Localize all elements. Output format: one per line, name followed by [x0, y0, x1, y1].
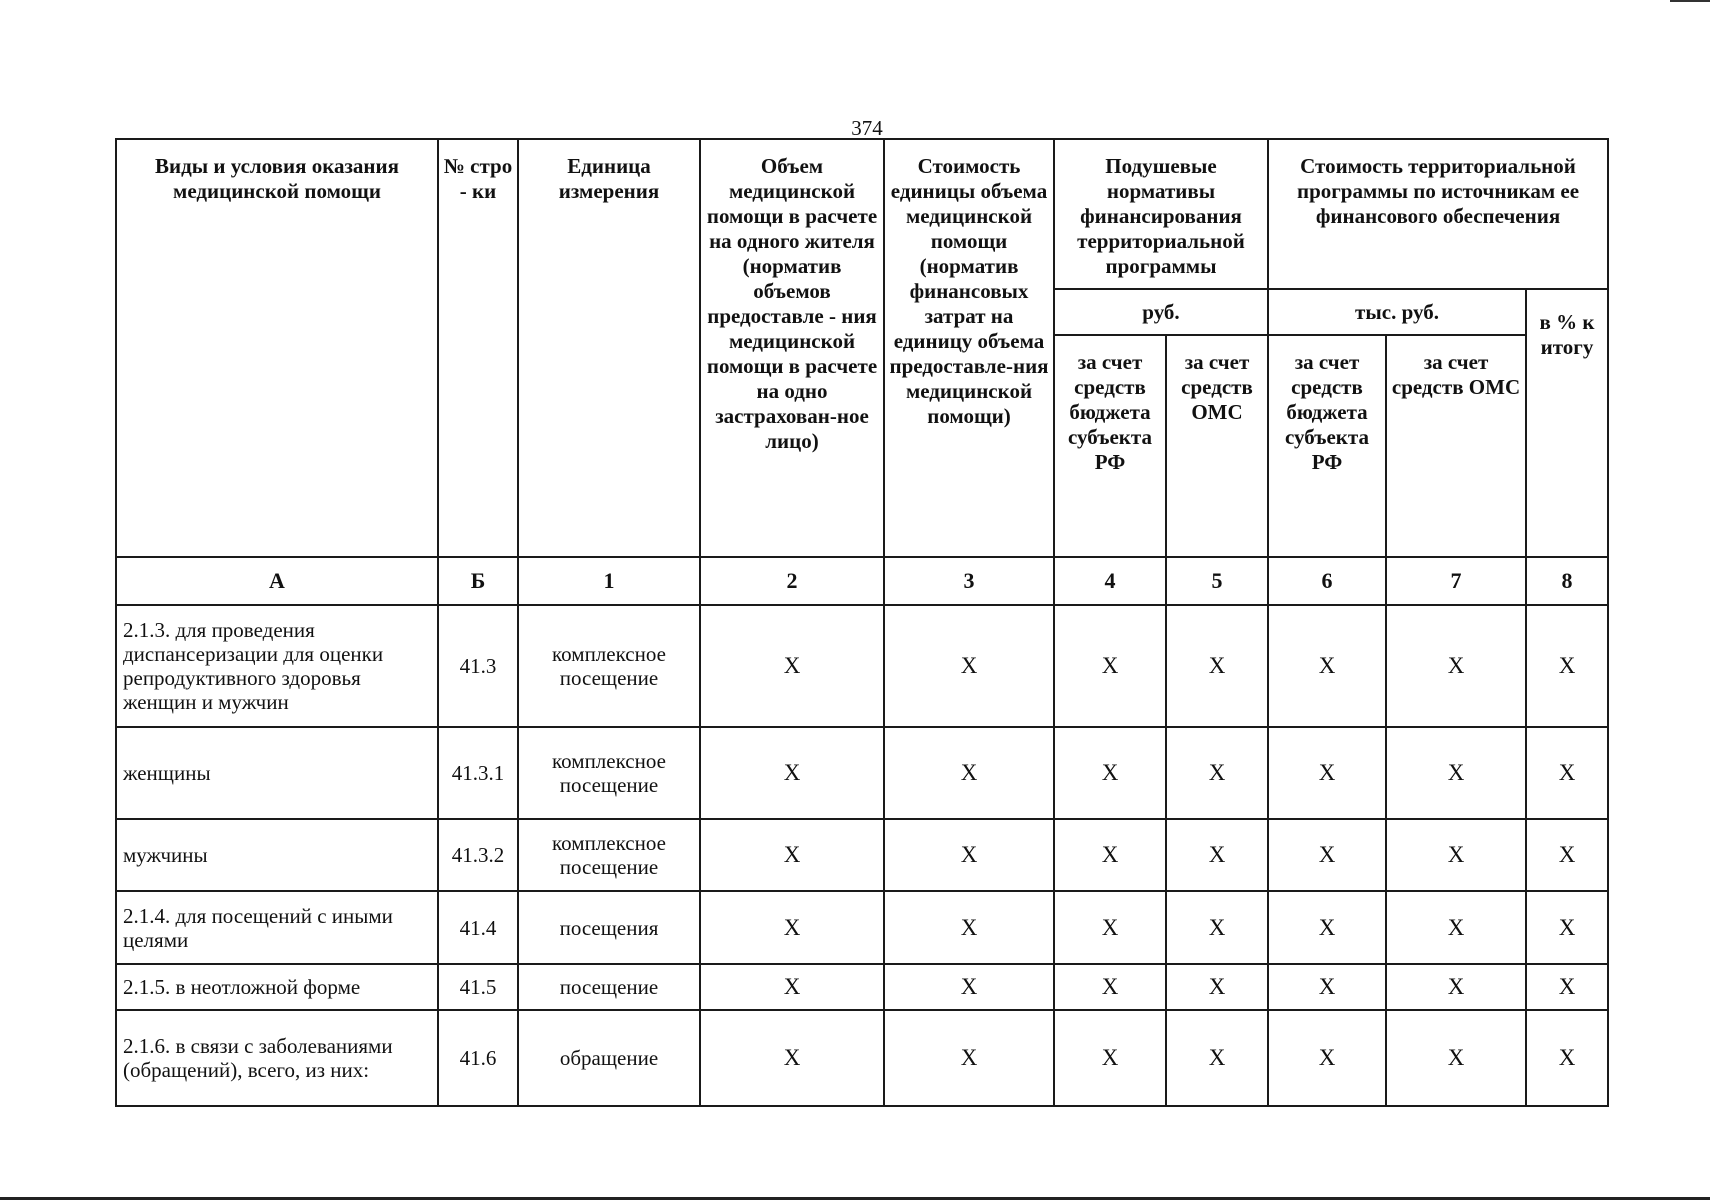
row-value: Х: [1268, 605, 1386, 727]
row-code: 41.3.2: [438, 819, 518, 891]
row-value: Х: [1386, 727, 1526, 819]
column-number: Б: [438, 557, 518, 605]
column-number: А: [116, 557, 438, 605]
row-value: Х: [884, 819, 1054, 891]
column-number: 8: [1526, 557, 1608, 605]
row-value: Х: [1526, 1010, 1608, 1106]
row-value: Х: [1054, 819, 1166, 891]
column-number: 5: [1166, 557, 1268, 605]
row-code: 41.3.1: [438, 727, 518, 819]
row-value: Х: [884, 964, 1054, 1010]
row-value: Х: [884, 891, 1054, 964]
header-unit: Единица измерения: [518, 139, 700, 557]
row-value: Х: [700, 1010, 884, 1106]
column-number: 1: [518, 557, 700, 605]
row-name: мужчины: [116, 819, 438, 891]
row-name: 2.1.4. для посещений с иными целями: [116, 891, 438, 964]
row-value: Х: [1386, 891, 1526, 964]
row-value: Х: [1268, 1010, 1386, 1106]
row-value: Х: [1166, 964, 1268, 1010]
row-value: Х: [1054, 1010, 1166, 1106]
table-row: [116, 891, 1608, 964]
header-thous-oms: за счет средств ОМС: [1386, 335, 1526, 557]
row-value: Х: [1166, 891, 1268, 964]
row-value: Х: [1386, 964, 1526, 1010]
row-value: Х: [1268, 819, 1386, 891]
row-value: Х: [1386, 1010, 1526, 1106]
header-thous-budget: за счет средств бюджета субъекта РФ: [1268, 335, 1386, 557]
header-thous-rub: тыс. руб.: [1268, 289, 1526, 335]
column-numbers-row: [116, 557, 1608, 605]
column-number: 7: [1386, 557, 1526, 605]
row-value: Х: [1166, 1010, 1268, 1106]
row-unit: посещения: [518, 891, 700, 964]
header-per-capita: Подушевые нормативы финансирования территориальной программы: [1054, 139, 1268, 289]
row-name: 2.1.5. в неотложной форме: [116, 964, 438, 1010]
row-value: Х: [1054, 891, 1166, 964]
column-number: 6: [1268, 557, 1386, 605]
row-value: Х: [1054, 727, 1166, 819]
row-value: Х: [700, 727, 884, 819]
row-value: Х: [1268, 964, 1386, 1010]
financing-table: [115, 138, 1609, 1107]
row-value: Х: [1526, 727, 1608, 819]
table-row: [116, 819, 1608, 891]
row-code: 41.3: [438, 605, 518, 727]
row-value: Х: [700, 605, 884, 727]
row-unit: посещение: [518, 964, 700, 1010]
scan-edge-mark-top: [1670, 0, 1710, 2]
row-unit: обращение: [518, 1010, 700, 1106]
row-unit: комплексное посещение: [518, 819, 700, 891]
row-value: Х: [1386, 819, 1526, 891]
row-code: 41.4: [438, 891, 518, 964]
page-number: 374: [851, 116, 883, 140]
header-rub: руб.: [1054, 289, 1268, 335]
row-value: Х: [1526, 605, 1608, 727]
row-value: Х: [1166, 819, 1268, 891]
table-row: [116, 964, 1608, 1010]
header-percent: в % к итогу: [1526, 289, 1608, 557]
row-value: Х: [1054, 605, 1166, 727]
row-unit: комплексное посещение: [518, 727, 700, 819]
header-volume: Объем медицинской помощи в расчете на одного жителя (норматив объемов предоставле - ния медицинской помощи в расчете на одно застрахован-ное лицо): [700, 139, 884, 557]
row-value: Х: [1166, 605, 1268, 727]
row-code: 41.5: [438, 964, 518, 1010]
row-code: 41.6: [438, 1010, 518, 1106]
table-row: [116, 605, 1608, 727]
table-row: [116, 727, 1608, 819]
header-types: Виды и условия оказания медицинской помощи: [116, 139, 438, 557]
row-value: Х: [884, 1010, 1054, 1106]
row-value: Х: [884, 727, 1054, 819]
row-unit: комплексное посещение: [518, 605, 700, 727]
column-number: 4: [1054, 557, 1166, 605]
header-row-1: [116, 139, 1608, 289]
row-value: Х: [700, 891, 884, 964]
header-unit-cost: Стоимость единицы объема медицинской помощи (норматив финансовых затрат на единицу объема предоставле-ния медицинской помощи): [884, 139, 1054, 557]
row-value: Х: [1054, 964, 1166, 1010]
row-value: Х: [700, 819, 884, 891]
row-value: Х: [1386, 605, 1526, 727]
table-row: [116, 1010, 1608, 1106]
row-value: Х: [1526, 819, 1608, 891]
header-row-number: № стро - ки: [438, 139, 518, 557]
row-value: Х: [1526, 891, 1608, 964]
row-value: Х: [1268, 727, 1386, 819]
row-value: Х: [1268, 891, 1386, 964]
row-value: Х: [884, 605, 1054, 727]
column-number: 3: [884, 557, 1054, 605]
header-program-cost: Стоимость территориальной программы по источникам ее финансового обеспечения: [1268, 139, 1608, 289]
column-number: 2: [700, 557, 884, 605]
header-rub-oms: за счет средств ОМС: [1166, 335, 1268, 557]
row-name: 2.1.6. в связи с заболеваниями (обращений), всего, из них:: [116, 1010, 438, 1106]
row-value: Х: [1526, 964, 1608, 1010]
row-value: Х: [1166, 727, 1268, 819]
row-value: Х: [700, 964, 884, 1010]
row-name: 2.1.3. для проведения диспансеризации для оценки репродуктивного здоровья женщин и мужчин: [116, 605, 438, 727]
row-name: женщины: [116, 727, 438, 819]
header-rub-budget: за счет средств бюджета субъекта РФ: [1054, 335, 1166, 557]
